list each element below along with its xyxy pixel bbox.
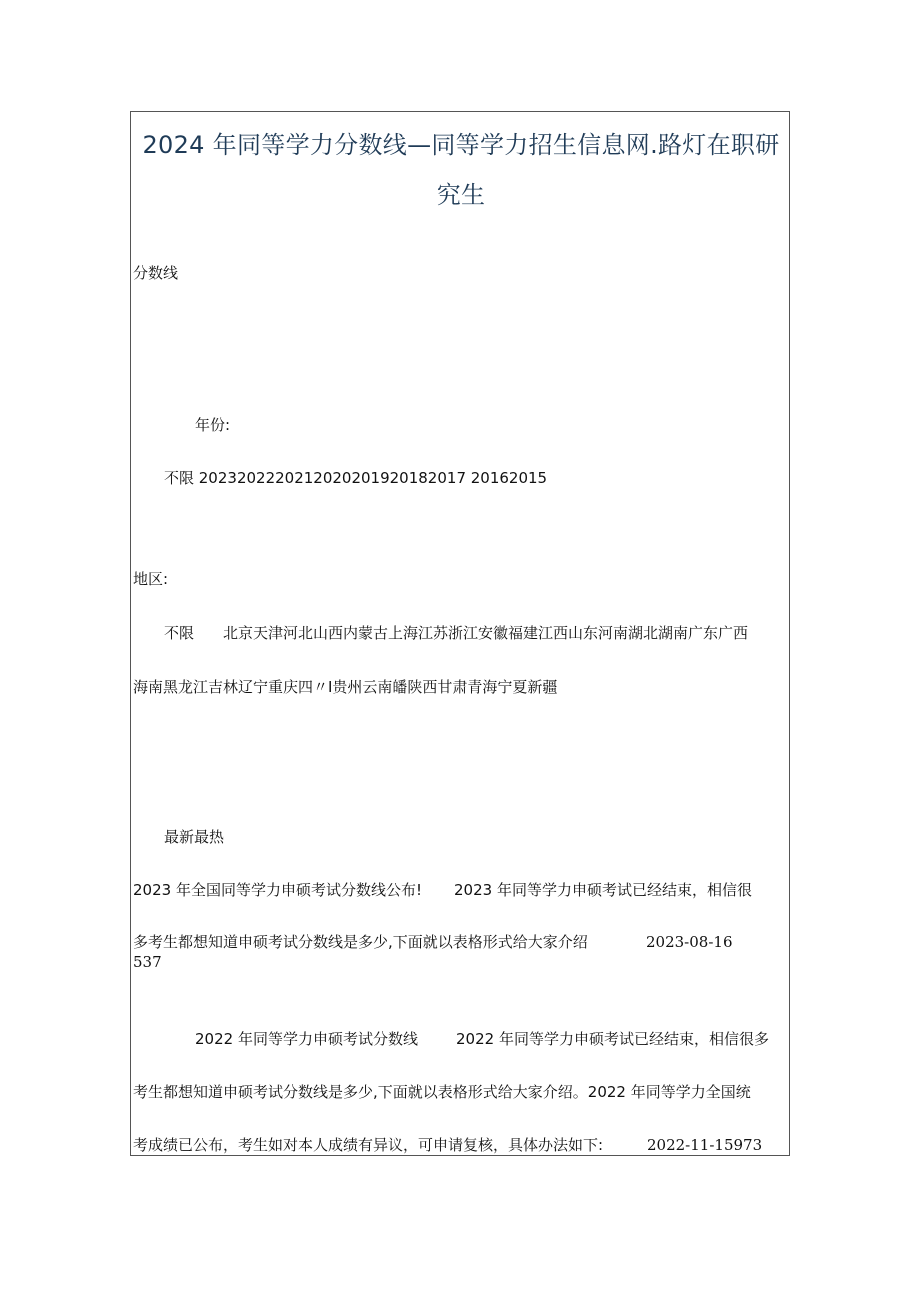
region-filter-label: 地区: — [133, 570, 169, 588]
article-1-title[interactable]: 2023 年全国同等学力申硕考试分数线公布! — [133, 881, 422, 899]
sort-tabs[interactable]: 最新最热 — [164, 828, 225, 846]
region-filter-unlimited[interactable]: 不限 — [164, 624, 195, 642]
article-1-summary-continued: 多考生都想知道申硕考试分数线是多少,下面就以表格形式给大家介绍 — [133, 933, 588, 951]
article-2-summary-continued: 考生都想知道申硕考试分数线是多少,下面就以表格形式给大家介绍。2022 年同等学力全国统 — [133, 1083, 751, 1101]
year-filter-options[interactable]: 不限 2023202220212020201920182017 20162015 — [164, 469, 548, 487]
section-label: 分数线 — [133, 264, 179, 282]
article-2-summary-continued-2: 考成绩已公布，考生如对本人成绩有异议，可申请复核，具体办法如下: — [133, 1136, 604, 1154]
article-2-title[interactable]: 2022 年同等学力申硕考试分数线 — [195, 1030, 418, 1048]
article-2-summary: 2022 年同等学力申硕考试已经结束，相信很多 — [456, 1030, 769, 1048]
article-1-date: 2023-08-16 — [646, 933, 733, 951]
page-title: 2024 年同等学力分数线—同等学力招生信息网.路灯在职研 — [142, 131, 780, 159]
region-filter-options-continued[interactable]: 海南黑龙江吉林辽宁重庆四〃I贵州云南皤陕西甘肃青海宁夏新疆 — [133, 678, 558, 696]
year-filter-label: 年份: — [195, 416, 231, 434]
page-title-continued: 究生 — [436, 181, 486, 209]
article-1-summary: 2023 年同等学力申硕考试已经结束，相信很 — [454, 881, 752, 899]
page-frame — [130, 111, 790, 1156]
region-filter-options[interactable]: 北京天津河北山西内蒙古上海江苏浙江安徽福建江西山东河南湖北湖南广东广西 — [223, 624, 749, 642]
article-1-views: 537 — [133, 953, 162, 971]
article-2-date-views: 2022-11-15973 — [647, 1136, 763, 1154]
